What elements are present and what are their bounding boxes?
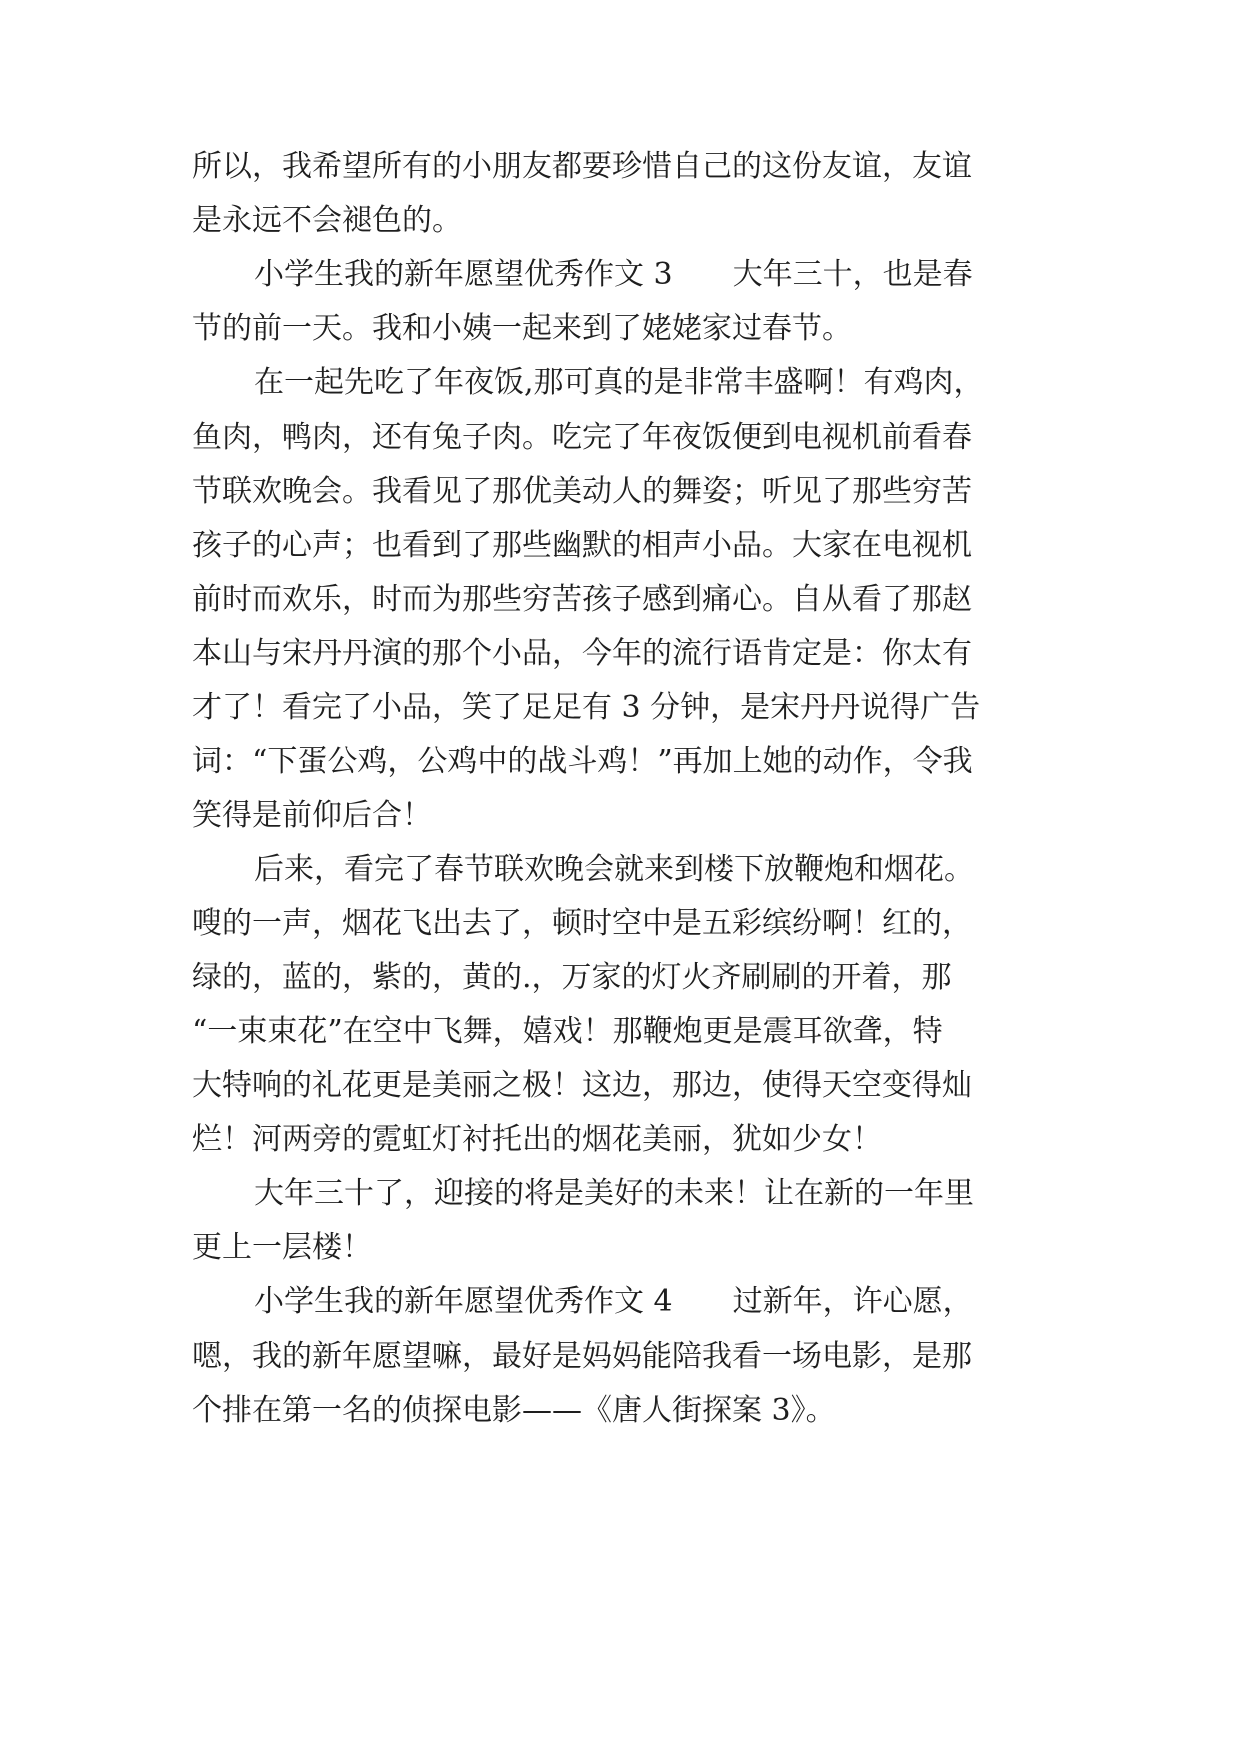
text-line: 节的前一天。我和小姨一起来到了姥姥家过春节。 bbox=[192, 311, 852, 346]
text-line: 是永远不会褪色的。 bbox=[192, 203, 462, 238]
text-line: 鱼肉，鸭肉，还有兔子肉。吃完了年夜饭便到电视机前看春 bbox=[192, 420, 972, 455]
text-line: 烂！河两旁的霓虹灯衬托出的烟花美丽，犹如少女！ bbox=[192, 1122, 882, 1157]
text-line: 大特响的礼花更是美丽之极！这边，那边，使得天空变得灿 bbox=[192, 1068, 972, 1103]
text-line: 笑得是前仰后合！ bbox=[192, 798, 432, 833]
text-line: 后来，看完了春节联欢晚会就来到楼下放鞭炮和烟花。 bbox=[254, 852, 974, 887]
document-body bbox=[192, 0, 1072, 1754]
text-line: 所以，我希望所有的小朋友都要珍惜自己的这份友谊，友谊 bbox=[192, 149, 972, 184]
text-line: “一束束花”在空中飞舞，嬉戏！那鞭炮更是震耳欲聋，特 bbox=[192, 1014, 943, 1049]
text-line: 嗖的一声，烟花飞出去了，顿时空中是五彩缤纷啊！红的， bbox=[192, 906, 972, 941]
text-line: 绿的，蓝的，紫的，黄的.，万家的灯火齐刷刷的开着，那 bbox=[192, 960, 952, 995]
text-line: 前时而欢乐，时而为那些穷苦孩子感到痛心。自从看了那赵 bbox=[192, 582, 972, 617]
text-line: 孩子的心声；也看到了那些幽默的相声小品。大家在电视机 bbox=[192, 528, 972, 563]
text-line: 词：“下蛋公鸡，公鸡中的战斗鸡！”再加上她的动作，令我 bbox=[192, 744, 973, 779]
text-line: 在一起先吃了年夜饭,那可真的是非常丰盛啊！有鸡肉， bbox=[254, 365, 984, 400]
text-line: 本山与宋丹丹演的那个小品，今年的流行语肯定是：你太有 bbox=[192, 636, 972, 671]
text-line: 嗯，我的新年愿望嘛，最好是妈妈能陪我看一场电影，是那 bbox=[192, 1339, 972, 1374]
text-line: 大年三十了，迎接的将是美好的未来！让在新的一年里 bbox=[254, 1176, 974, 1211]
text-line: 才了！看完了小品，笑了足足有 3 分钟，是宋丹丹说得广告 bbox=[192, 690, 981, 725]
essay-heading-4: 小学生我的新年愿望优秀作文 4 过新年，许心愿， bbox=[254, 1284, 973, 1319]
text-line: 个排在第一名的侦探电影——《唐人街探案 3》。 bbox=[192, 1393, 836, 1428]
text-line: 更上一层楼！ bbox=[192, 1230, 372, 1265]
text-line: 节联欢晚会。我看见了那优美动人的舞姿；听见了那些穷苦 bbox=[192, 474, 972, 509]
essay-heading-3: 小学生我的新年愿望优秀作文 3 大年三十，也是春 bbox=[254, 257, 973, 292]
